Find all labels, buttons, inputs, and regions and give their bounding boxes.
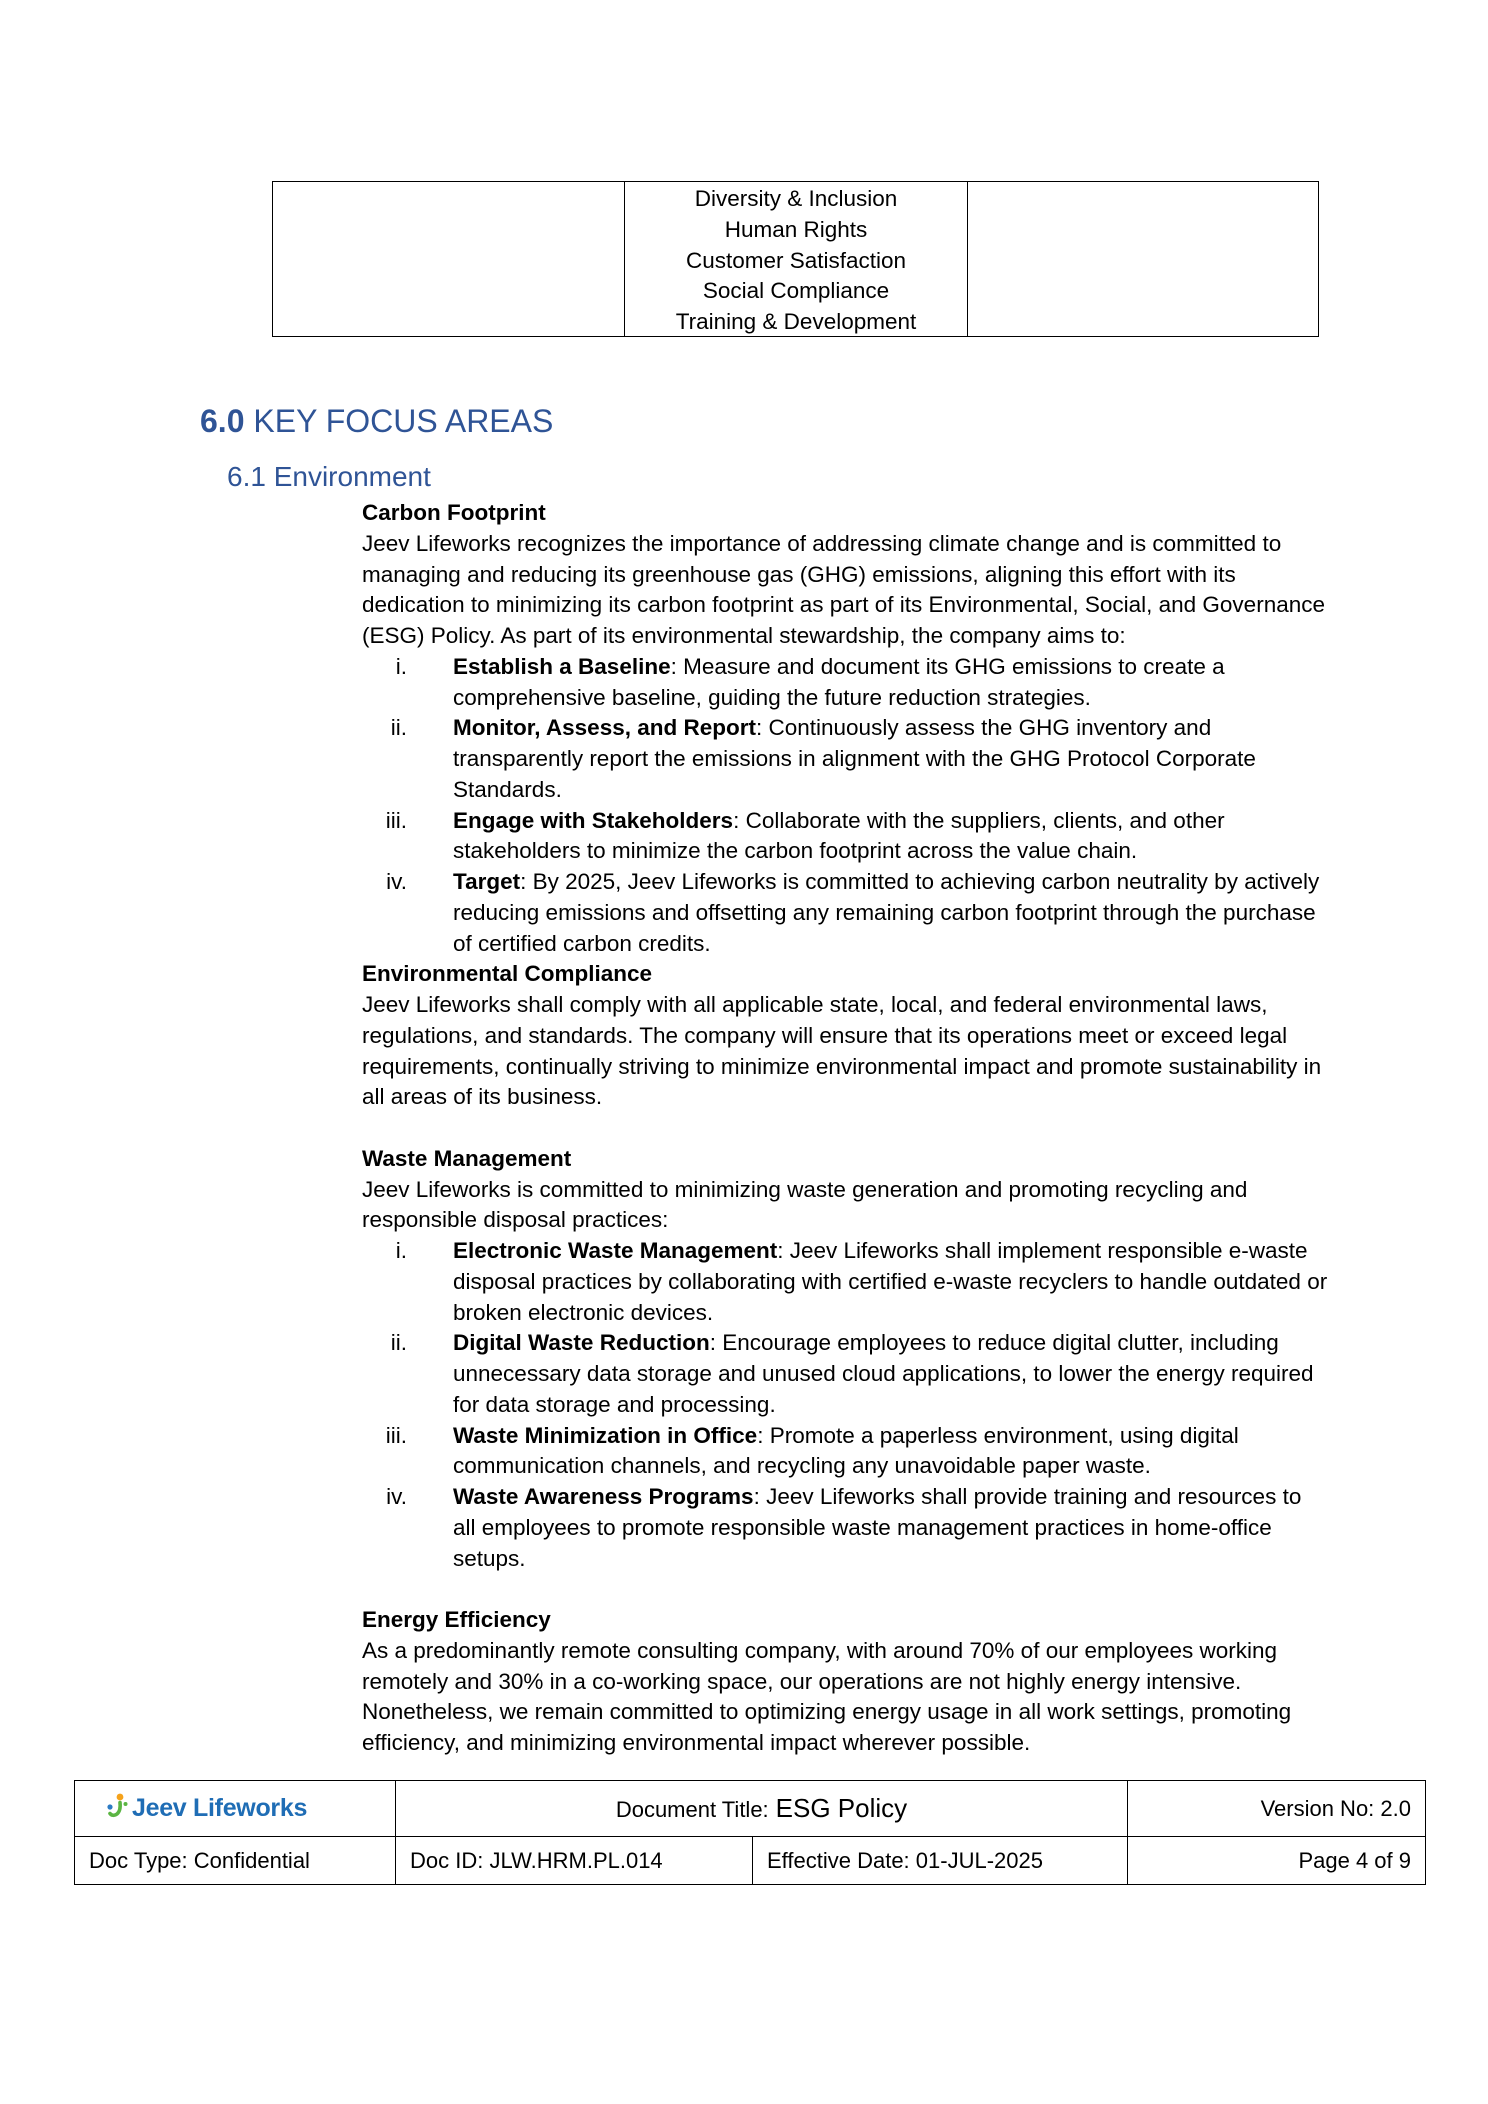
footer-row-top	[75, 1781, 1425, 1837]
waste-management-list	[362, 1236, 1330, 1574]
list-item	[362, 1236, 1330, 1328]
logo-dot-blue	[107, 1804, 112, 1809]
carbon-footprint-intro: Jeev Lifeworks recognizes the importance of addressing climate change and is committed to managing and reducing its greenhouse gas (GHG) emissions, aligning this effort with its dedication to minimizing its carbon footprint as part of its Environmental, Social, and Governance (ESG) Policy. As part of its environmental stewardship, the company aims to:	[362, 530, 1325, 648]
list-item-title: Digital Waste Reduction	[453, 1330, 710, 1356]
section-number: 6.0	[200, 403, 245, 439]
esg-pillars-table	[272, 181, 1319, 337]
doc-title-label: Document Title:	[615, 1797, 769, 1822]
footer-row-bottom	[75, 1837, 1425, 1884]
list-item-title: Waste Awareness Programs	[453, 1484, 754, 1509]
list-item	[362, 806, 1330, 868]
footer-effective-date-cell	[753, 1837, 1128, 1884]
list-marker: iv.	[386, 869, 407, 894]
page-number: Page 4 of 9	[1298, 1847, 1411, 1873]
list-marker: i.	[395, 653, 407, 679]
list-item-text: : Collaborate with the suppliers, clients, and other stakeholders to minimize the carbon footprint across the value chain.	[453, 807, 1225, 864]
doc-type: Doc Type: Confidential	[89, 1847, 310, 1873]
doc-id: Doc ID: JLW.HRM.PL.014	[410, 1847, 663, 1873]
list-marker: iii.	[385, 1422, 407, 1448]
footer-version-cell	[1128, 1781, 1425, 1836]
table-cell-item: Human Rights	[724, 216, 868, 242]
list-item-title: Target	[453, 869, 521, 894]
list-marker: iii.	[385, 807, 407, 833]
environment-content	[362, 498, 1330, 1759]
table-cell-item: Customer Satisfaction	[685, 247, 907, 273]
list-item-text: : Measure and document its GHG emissions to create a comprehensive baseline, guiding the future reduction strategies.	[453, 653, 1225, 710]
footer-logo-cell	[75, 1781, 396, 1836]
document-footer	[74, 1780, 1426, 1885]
list-item	[362, 713, 1330, 805]
carbon-footprint-section	[362, 498, 1330, 959]
list-item	[362, 1421, 1330, 1483]
section-title: KEY FOCUS AREAS	[253, 403, 554, 439]
list-item-text: : Promote a paperless environment, using digital communication channels, and recycling any unavoidable paper waste.	[453, 1422, 1239, 1479]
list-item-title: Monitor, Assess, and Report	[453, 715, 756, 741]
doc-title-value: ESG Policy	[775, 1793, 908, 1823]
table-cell-social-topics	[625, 182, 968, 336]
environmental-compliance-heading: Environmental Compliance	[362, 961, 653, 987]
footer-page-cell	[1128, 1837, 1425, 1884]
table-cell-empty-right	[968, 182, 1318, 336]
list-marker: i.	[395, 1238, 407, 1263]
table-cell-item: Social Compliance	[702, 278, 890, 304]
logo-dot-orange	[117, 1793, 124, 1800]
environmental-compliance-section	[362, 959, 1330, 1113]
person-figure-logo-icon	[105, 1793, 129, 1825]
list-marker: iv.	[386, 1484, 407, 1509]
list-item-title: Establish a Baseline	[453, 653, 671, 679]
subsection-heading: 6.1 Environment	[227, 461, 431, 492]
carbon-footprint-list	[362, 652, 1330, 960]
list-item-title: Electronic Waste Management	[453, 1238, 778, 1263]
logo-text: Jeev Lifeworks	[132, 1794, 308, 1822]
footer-doc-id-cell	[396, 1837, 753, 1884]
doc-title-group	[616, 1793, 907, 1824]
list-item-text: : Continuously assess the GHG inventory and transparently report the emissions in alignment with the GHG Protocol Corporate Standards.	[453, 715, 1256, 802]
environmental-compliance-body: Jeev Lifeworks shall comply with all applicable state, local, and federal environmental laws, regulations, and standards. The company will ensure that its operations meet or exceed legal requirements, continually striving to minimize environmental impact and promote sustainability in all areas of its business.	[362, 992, 1322, 1110]
list-marker: ii.	[390, 1330, 407, 1356]
waste-management-intro: Jeev Lifeworks is committed to minimizing waste generation and promoting recycling and responsible disposal practices:	[362, 1176, 1248, 1233]
table-cell-item: Training & Development	[675, 309, 917, 334]
energy-efficiency-body: As a predominantly remote consulting company, with around 70% of our employees working remotely and 30% in a co-working space, our operations are not highly energy intensive. Nonetheless, we remain committed to optimizing energy usage in all work settings, promoting efficiency, and minimizing environmental impact wherever possible.	[362, 1637, 1292, 1755]
footer-doc-title-cell	[396, 1781, 1128, 1836]
table-cell-item: Diversity & Inclusion	[694, 186, 898, 211]
version-number: Version No: 2.0	[1260, 1795, 1411, 1821]
list-item-text: : By 2025, Jeev Lifeworks is committed to achieving carbon neutrality by actively reducing emissions and offsetting any remaining carbon footprint through the purchase of certified carbon credits.	[453, 869, 1320, 956]
list-item-title: Engage with Stakeholders	[453, 807, 734, 833]
footer-doc-type-cell	[75, 1837, 396, 1884]
list-item-title: Waste Minimization in Office	[453, 1422, 758, 1448]
carbon-footprint-heading: Carbon Footprint	[362, 500, 546, 525]
effective-date: Effective Date: 01-JUL-2025	[767, 1847, 1043, 1873]
energy-efficiency-section	[362, 1605, 1330, 1759]
list-item	[362, 1328, 1330, 1420]
waste-management-section	[362, 1144, 1330, 1575]
list-marker: ii.	[390, 715, 407, 741]
list-item-text: : Jeev Lifeworks shall implement responsible e-waste disposal practices by collaborating with certified e-waste recyclers to handle outdated or broken electronic devices.	[453, 1238, 1328, 1325]
table-cell-empty-left	[273, 182, 625, 336]
list-item	[362, 652, 1330, 714]
list-item	[362, 1482, 1330, 1574]
list-item	[362, 867, 1330, 959]
section-heading	[200, 401, 553, 441]
list-item-text: : Encourage employees to reduce digital clutter, including unnecessary data storage and unused cloud applications, to lower the energy required for data storage and processing.	[453, 1330, 1314, 1417]
waste-management-heading: Waste Management	[362, 1145, 572, 1171]
logo-dot-green	[124, 1802, 128, 1806]
list-item-text: : Jeev Lifeworks shall provide training and resources to all employees to promote responsible waste management practices in home-office setups.	[453, 1484, 1302, 1571]
energy-efficiency-heading: Energy Efficiency	[362, 1607, 551, 1632]
company-logo	[105, 1793, 307, 1825]
